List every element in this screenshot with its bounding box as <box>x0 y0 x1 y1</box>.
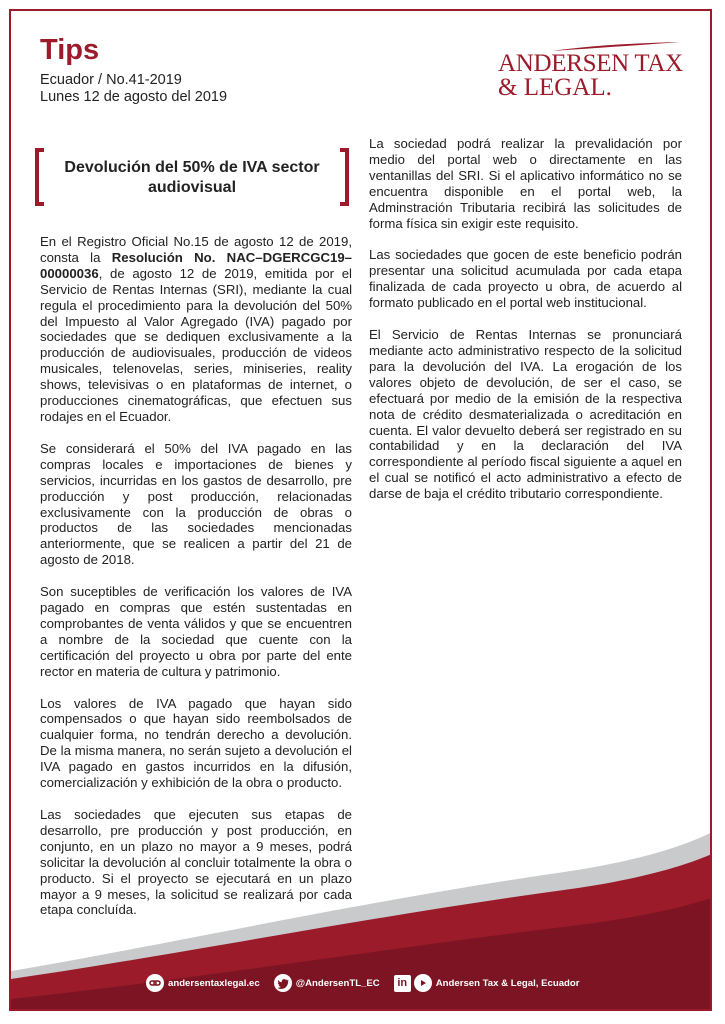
article-title: Devolución del 50% de IVA sector audiovisual <box>64 159 320 196</box>
resolution-number: Resolución No. NAC–DGERCGC19–00000036 <box>40 249 352 281</box>
paragraph-6: La sociedad podrá realizar la prevalidación por medio del portal web o directamente en las ventanillas del SRI. Si el aplicativo informático no se encuentra disponible en el portal web, la Adminstración Tributaria recibirá las solicitudes de forma física sin exigir este requisito. <box>369 136 682 231</box>
andersen-logo <box>498 42 686 101</box>
youtube-icon <box>414 974 432 992</box>
article-title-box <box>35 148 349 208</box>
article-column-left <box>40 234 352 934</box>
page-title: Tips <box>40 34 100 66</box>
footer-company: Andersen Tax & Legal, Ecuador <box>435 977 580 989</box>
footer-company-links[interactable] <box>394 974 580 992</box>
article-column-right <box>369 136 682 518</box>
linkedin-icon: in <box>394 975 411 992</box>
paragraph-5: Las sociedades que ejecuten sus etapas de desarrollo, pre producción y post producción, en conjunto, en un plazo no mayor a 9 meses, podrá solicitar la devolución al concluir totalmente la obra o producto. Si el proyecto se ejecutará en un plazo mayor a 9 meses, la solicitud se realizará por cada etapa concluída. <box>40 807 352 918</box>
bracket-left <box>35 148 44 206</box>
paragraph-8: El Servicio de Rentas Internas se pronunciará mediante acto administrativo respecto de la solicitud para la devolución del IVA. La erogación de los valores objeto de devolución, de ser el caso, se efectuará por medio de la emisión de la respectiva nota de crédito desmaterializada o acreditación en cuenta. El valor devuelto deberá ser registrado en su contabilidad y en la declaración del IVA correspondiente al período fiscal siguiente a aquel en el cual se notificó el acto administrativo a efecto de darse de baja el crédito tributario correspondiente. <box>369 327 682 502</box>
footer-twitter: @AndersenTL_EC <box>295 977 380 989</box>
paragraph-2: Se considerará el 50% del IVA pagado en las compras locales e importaciones de bienes y servicios, incurridas en los gastos de desarrollo, pre producción y post producción, relacionadas exclusivamente con la producción de obras o productos de las sociedades mencionadas anteriormente, que se realicen a partir del 21 de agosto de 2018. <box>40 440 352 568</box>
edition-info <box>40 72 227 106</box>
link-icon <box>146 974 164 992</box>
logo-line1: ANDERSEN TAX <box>498 50 683 77</box>
footer-website-link[interactable] <box>146 974 260 992</box>
paragraph-1: En el Registro Oficial No.15 de agosto 12 de 2019, consta la Resolución No. NAC–DGERCGC19–00000036, de agosto 12 de 2019, emitida por el Servicio de Rentas Internas (SRI), mediante la cual regula el procedimiento para la devolución del 50% del Impuesto al Valor Agregado (IVA) pagado por sociedades que se dediquen exclusivamente a la producción de audiovisuales, producción de videos musicales, telenovelas, series, miniseries, reality shows, televisivas o en plataformas de internet, o producciones cinematográficas, que efectuen sus rodajes en el Ecuador. <box>40 234 352 424</box>
footer-website: andersentaxlegal.ec <box>168 977 260 989</box>
twitter-icon <box>274 974 292 992</box>
paragraph-7: Las sociedades que gocen de este beneficio podrán presentar una solicitud acumulada por cada etapa finalizada de cada proyecto u obra, de acuerdo al formato publicado en el portal web institucional. <box>369 247 682 311</box>
paragraph-4: Los valores de IVA pagado que hayan sido compensados o que hayan sido reembolsados de cualquier forma, no tendrán derecho a devolución. De la misma manera, no serán sujeto a devolución el IVA pagado en gastos incurridos en la difusión, comercialización y exhibición de la obra o producto. <box>40 695 352 791</box>
logo-line2: & LEGAL. <box>498 74 612 101</box>
edition-number: Ecuador / No.41-2019 <box>40 72 182 88</box>
footer-twitter-link[interactable] <box>274 974 380 992</box>
footer-bar <box>146 972 594 994</box>
bracket-right <box>340 148 349 206</box>
edition-date: Lunes 12 de agosto del 2019 <box>40 89 228 105</box>
paragraph-3: Son suceptibles de verificación los valores de IVA pagado en compras que estén sustentadas en comprobantes de venta válidos y que se encuentren a nombre de la sociedad que cuente con la certificación del proyecto u obra por parte del ente rector en materia de cultura y patrimonio. <box>40 584 352 679</box>
